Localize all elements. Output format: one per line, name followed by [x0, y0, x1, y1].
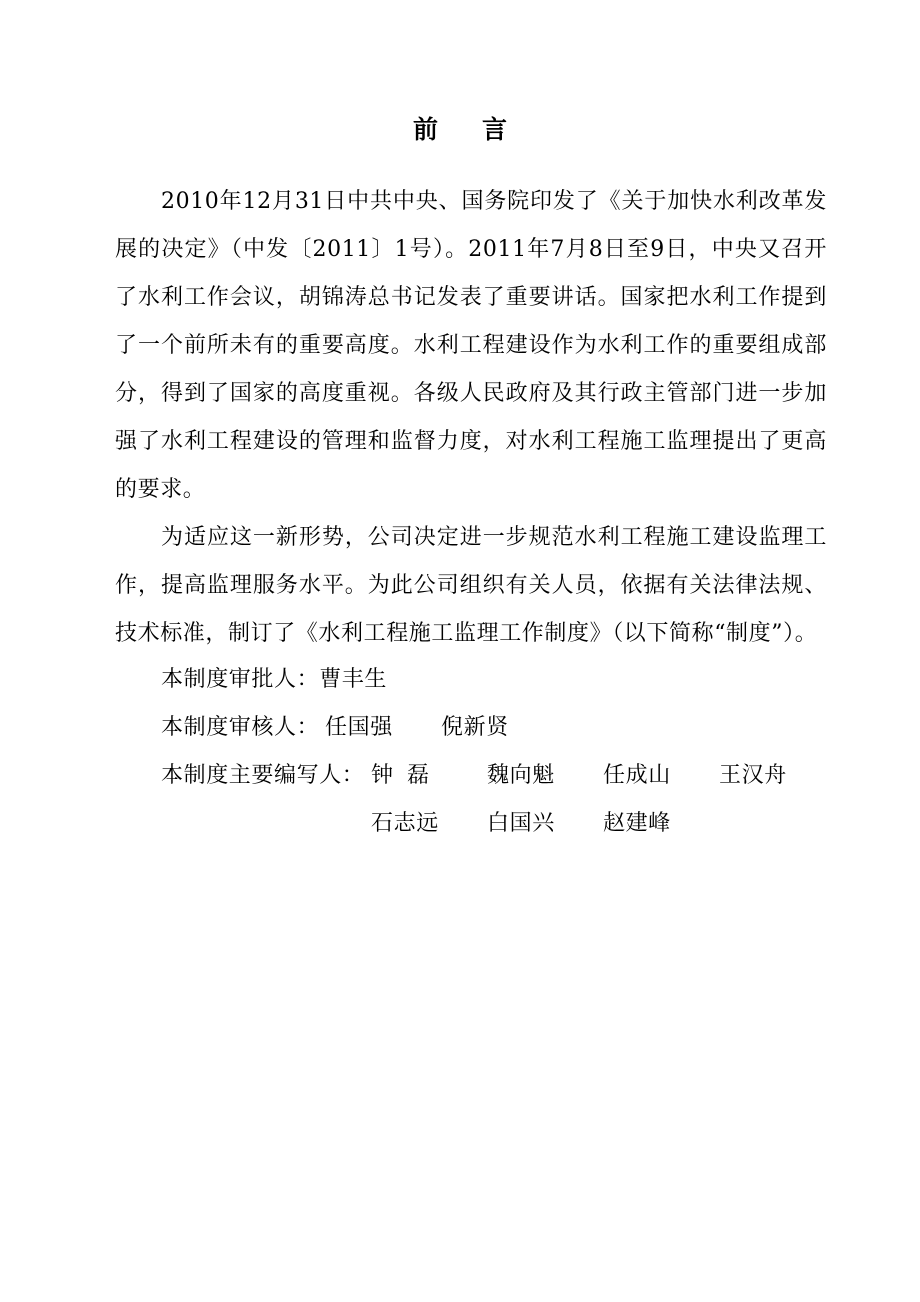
- page-title: 前言: [412, 115, 551, 144]
- author-name-5: 石志远: [371, 811, 439, 836]
- paragraph-1: 2010年12月31日中共中央、国务院印发了《关于加快水利改革发展的决定》（中发〔2011〕1号）。2011年7月8日至9日，中央又召开了水利工作会议，胡锦涛总书记发表了重要讲话。国家把水利工作提到了一个前所未有的重要高度。水利工程建设作为水利工作的重要组成部分，得到了国家的高度重视。各级人民政府及其行政主管部门进一步加强了水利工程建设的管理和监督力度，对水利工程施工监理提出了更高的要求。: [115, 189, 827, 502]
- author-name-4: 王汉舟: [719, 763, 787, 788]
- author-name-1: 钟磊: [371, 763, 444, 788]
- approver-label: 本制度审批人：: [161, 667, 320, 692]
- reviewer-name-1: 任国强: [325, 715, 393, 740]
- preface-body: [115, 178, 827, 658]
- author-name-6: 白国兴: [487, 811, 555, 836]
- authors-label: 本制度主要编写人：: [161, 763, 365, 788]
- author-name-7: 赵建峰: [603, 811, 671, 836]
- approver-line: [161, 664, 387, 696]
- author-name-3: 任成山: [603, 763, 671, 788]
- approver-name: 曹丰生: [319, 667, 388, 692]
- authors-line: [161, 760, 364, 792]
- reviewer-name-2: 倪新贤: [441, 715, 509, 740]
- author-name-2: 魏向魁: [487, 763, 555, 788]
- paragraph-2: 为适应这一新形势，公司决定进一步规范水利工程施工建设监理工作，提高监理服务水平。为此公司组织有关人员，依据有关法律法规、技术标准，制订了《水利工程施工监理工作制度》（以下简称“制度”）。: [115, 525, 827, 646]
- reviewer-label: 本制度审核人：: [161, 715, 320, 740]
- reviewer-line: [161, 712, 319, 744]
